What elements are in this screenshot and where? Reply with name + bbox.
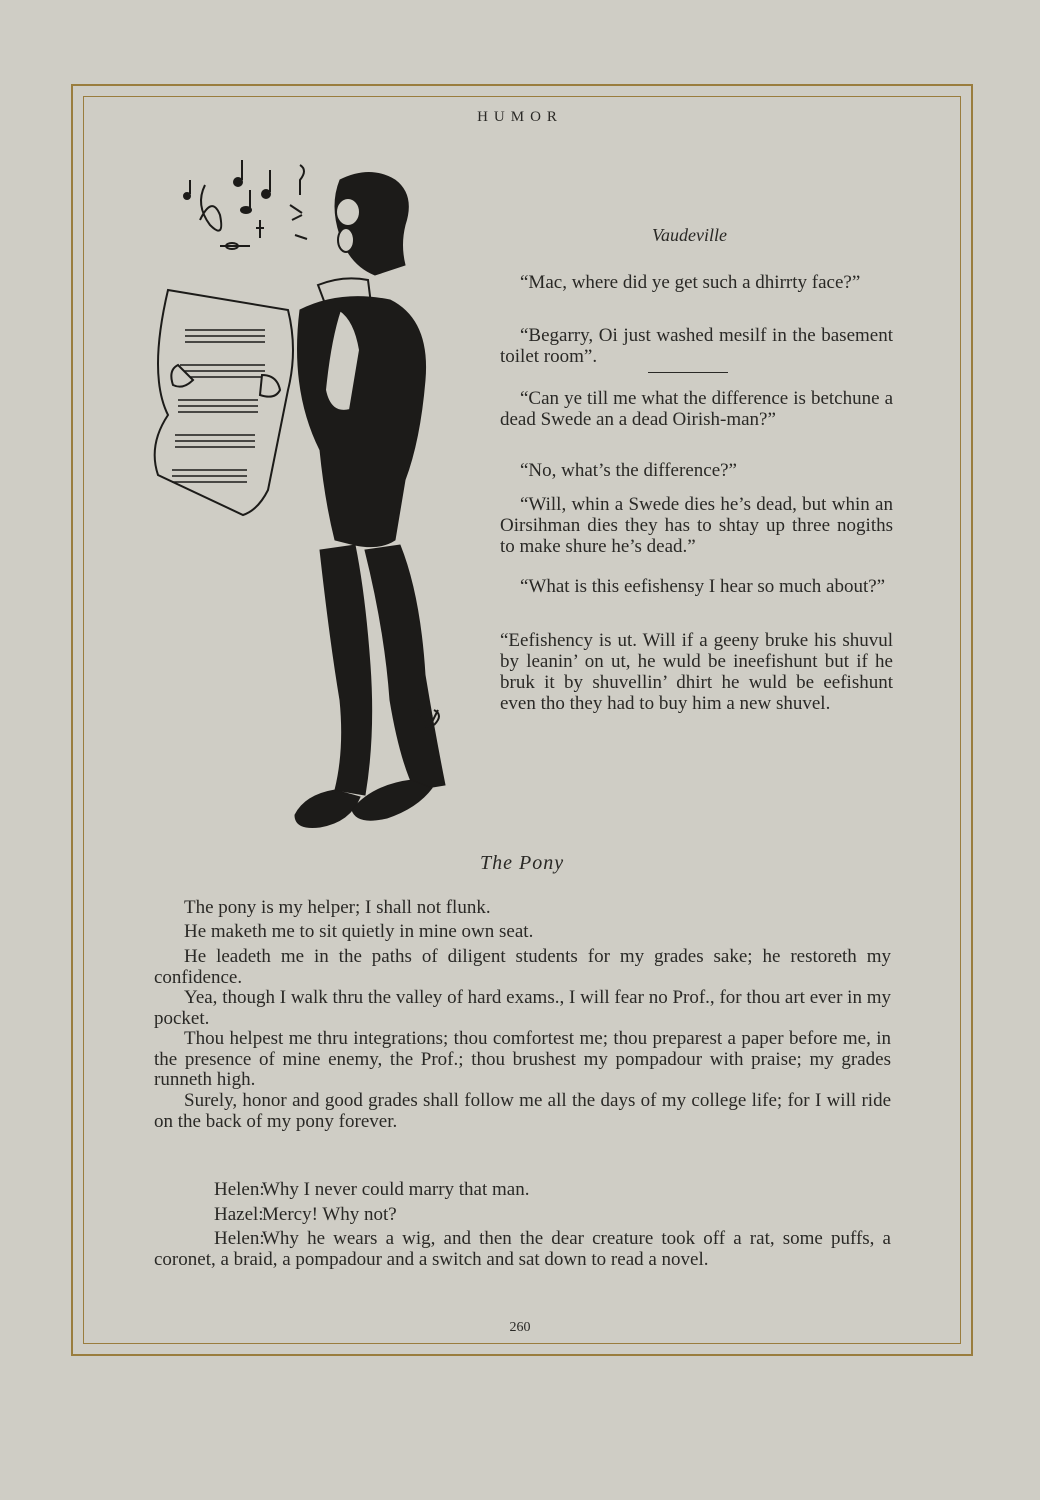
pony-line-6: Surely, honor and good grades shall follow me all the days of my college life; for I will ride on the back of my pony forever.: [154, 1090, 891, 1132]
vaudeville-p7: “Eefishency is ut. Will if a geeny bruke his shuvul by leanin’ on ut, he wuld be ineefishunt but if he bruk it by shuvellin’ dhirt he wuld be eefishunt even tho they had to buy him a new shuvel.: [500, 630, 893, 714]
pony-line-2: He maketh me to sit quietly in mine own seat.: [184, 921, 534, 942]
pony-line-4: Yea, though I walk thru the valley of hard exams., I will fear no Prof., for thou art ever in my pocket.: [154, 987, 891, 1029]
vaudeville-p4: “No, what’s the difference?”: [520, 460, 737, 481]
dialogue-speaker: Helen:: [214, 1179, 265, 1200]
singer-with-sheet-music-icon: [150, 150, 460, 840]
page-number: 260: [509, 1320, 531, 1335]
vaudeville-p1: “Mac, where did ye get such a dhirrty face?”: [520, 272, 861, 293]
dialogue-speaker: Hazel:: [214, 1204, 264, 1225]
running-head: HUMOR: [477, 109, 563, 125]
pony-title: The Pony: [480, 852, 565, 874]
section-divider: [648, 372, 728, 373]
vaudeville-p2: “Begarry, Oi just washed mesilf in the basement toilet room”.: [500, 325, 893, 367]
dialogue-text: Why I never could marry that man.: [262, 1179, 530, 1200]
pony-line-3: He leadeth me in the paths of diligent students for my grades sake; he restoreth my confidence.: [154, 946, 891, 988]
dialogue-speaker: Helen:: [214, 1228, 265, 1249]
vaudeville-title: Vaudeville: [652, 225, 727, 245]
vaudeville-p5: “Will, whin a Swede dies he’s dead, but whin an Oirsihman dies they has to shtay up three nogiths to make shure he’s dead.”: [500, 494, 893, 557]
dialogue-text: Mercy! Why not?: [262, 1204, 397, 1225]
pony-line-5: Thou helpest me thru integrations; thou comfortest me; thou preparest a paper before me, in the presence of mine enemy, the Prof.; thou brushest my pompadour with praise; my grades runneth high.: [154, 1028, 891, 1090]
dialogue-text: Why he wears a wig, and then the dear creature took off a rat, some puffs, a coronet, a braid, a pompadour and a switch and sat down to read a novel.: [154, 1228, 891, 1270]
dialogue-line-1: [154, 1180, 891, 1201]
pony-line-1: The pony is my helper; I shall not flunk.: [184, 897, 491, 918]
vaudeville-p3: “Can ye till me what the difference is betchune a dead Swede an a dead Oirish-man?”: [500, 388, 893, 430]
dialogue-line-2: [154, 1205, 891, 1226]
vaudeville-p6: “What is this eefishensy I hear so much about?”: [520, 576, 886, 597]
dialogue-line-3: [154, 1229, 891, 1270]
